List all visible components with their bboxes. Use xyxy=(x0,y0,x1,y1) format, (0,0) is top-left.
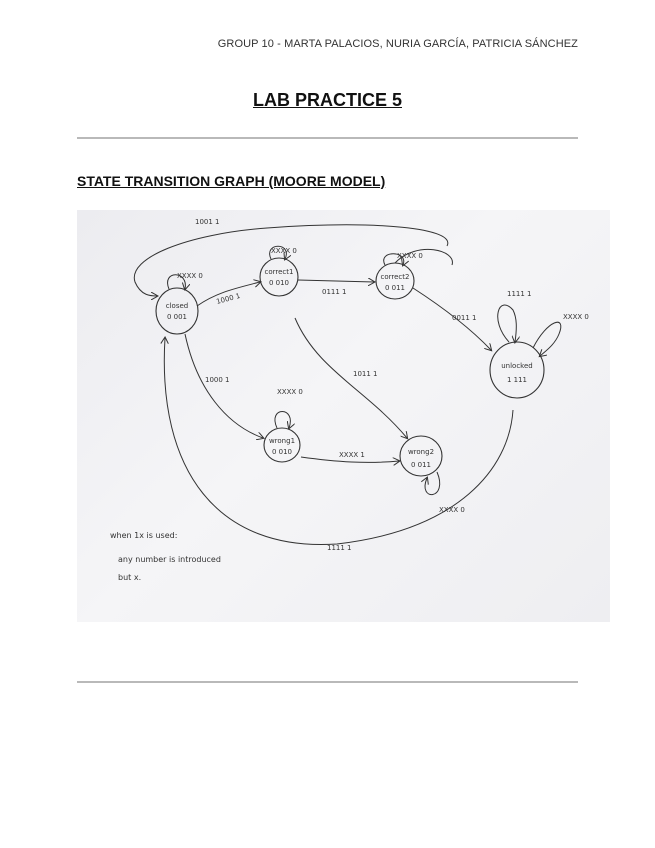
state-correct1-name: correct1 xyxy=(264,268,294,276)
transition-label: XXXX 0 xyxy=(271,247,297,255)
state-closed-name: closed xyxy=(165,302,189,310)
transition-label: XXXX 0 xyxy=(397,252,423,260)
transition-label: XXXX 0 xyxy=(177,272,203,280)
diagram-note-line-3: but x. xyxy=(118,573,142,582)
state-correct1 xyxy=(260,258,298,296)
diagram-note-line-1: when 1x is used: xyxy=(110,531,178,540)
state-diagram-photo xyxy=(77,210,610,622)
transition-closed-to-wrong1 xyxy=(185,334,263,438)
header-authors: GROUP 10 - MARTA PALACIOS, NURIA GARCÍA, PATRICIA SÁNCHEZ xyxy=(217,38,578,50)
section-title: STATE TRANSITION GRAPH (MOORE MODEL) xyxy=(77,173,386,189)
state-unlocked-code: 1 111 xyxy=(506,376,528,384)
transition-label: 0011 1 xyxy=(452,314,477,322)
state-wrong2-name: wrong2 xyxy=(407,448,435,456)
diagram-note-line-2: any number is introduced xyxy=(118,555,221,564)
state-unlocked xyxy=(490,342,544,398)
transition-label: 1000 1 xyxy=(215,291,242,306)
state-wrong2-code: 0 011 xyxy=(410,461,432,469)
transition-label: XXXX 0 xyxy=(277,388,303,396)
state-closed xyxy=(156,288,198,334)
top-divider xyxy=(77,137,578,139)
document-title: LAB PRACTICE 5 xyxy=(252,90,402,110)
state-correct2 xyxy=(376,263,414,299)
state-wrong2 xyxy=(400,436,442,476)
transition-label: 0111 1 xyxy=(322,288,347,296)
transition-wrong1-selfloop xyxy=(275,412,290,429)
transition-label: 1111 1 xyxy=(507,290,532,298)
transition-label: XXXX 0 xyxy=(439,506,465,514)
bottom-divider xyxy=(77,681,578,683)
state-wrong1-name: wrong1 xyxy=(268,437,296,445)
state-correct2-name: correct2 xyxy=(380,273,410,281)
transition-label: 1001 1 xyxy=(195,218,220,226)
state-closed-code: 0 001 xyxy=(166,313,188,321)
state-correct1-code: 0 010 xyxy=(268,279,290,287)
transition-label: 1000 1 xyxy=(205,376,230,384)
state-diagram xyxy=(77,210,610,622)
transition-correct1-to-wrong2 xyxy=(295,318,407,438)
transition-unlocked-selfloop-left xyxy=(498,305,517,342)
state-wrong1 xyxy=(264,428,300,462)
state-unlocked-name: unlocked xyxy=(501,362,533,370)
state-correct2-code: 0 011 xyxy=(384,284,406,292)
state-wrong1-code: 0 010 xyxy=(271,448,293,456)
transition-label: 1111 1 xyxy=(327,544,352,552)
transition-label: XXXX 0 xyxy=(563,313,589,321)
transition-label: 1011 1 xyxy=(353,370,378,378)
transition-label: XXXX 1 xyxy=(339,451,365,459)
transition-correct1-to-correct2 xyxy=(298,280,374,282)
